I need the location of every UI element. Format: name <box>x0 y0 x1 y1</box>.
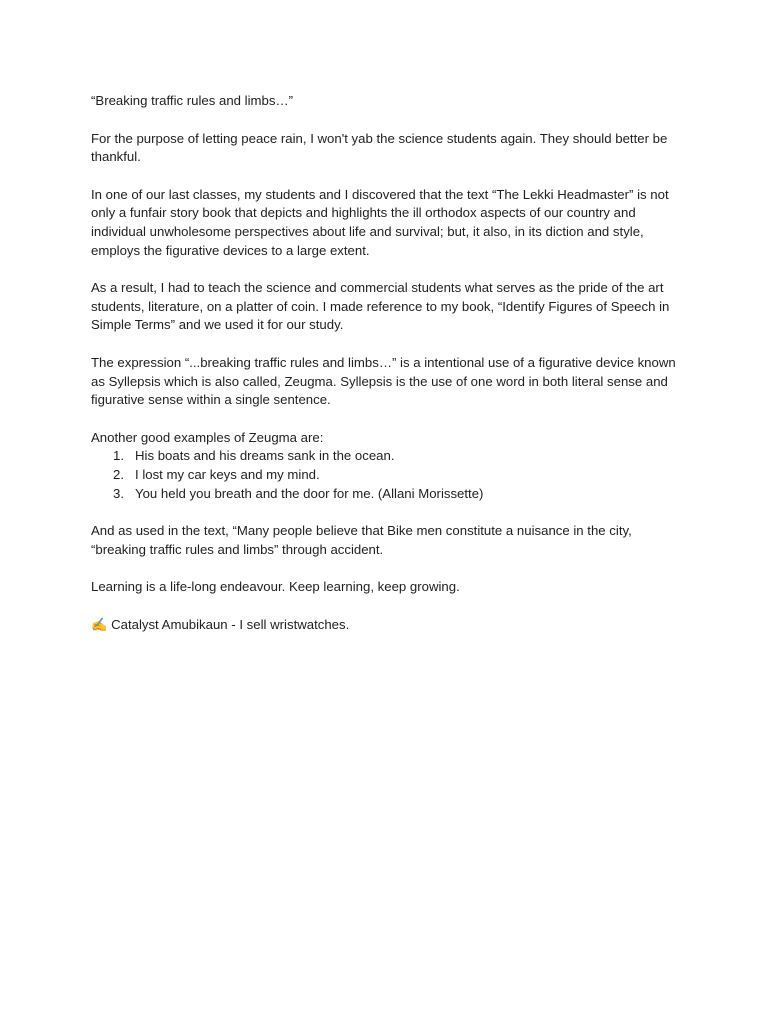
paragraph-2: In one of our last classes, my students and I discovered that the text “The Lekki Headmaster” is not only a funfair story book that depicts and highlights the ill orthodox aspects of our country and individual unwholesome perspectives about life and survival; but, it also, in its diction and style, employs the figurative devices to a large extent. <box>91 186 669 258</box>
list-item-number: 3. <box>113 485 124 501</box>
paragraph-1: For the purpose of letting peace rain, I won't yab the science students again. They should better be thankful. <box>91 130 668 165</box>
closing-line: Learning is a life-long endeavour. Keep learning, keep growing. <box>91 579 460 595</box>
list-item-text: I lost my car keys and my mind. <box>135 466 320 482</box>
list-item-number: 2. <box>113 466 124 482</box>
paragraph-4: The expression “...breaking traffic rules and limbs…” is a intentional use of a figurative device known as Syllepsis which is also called, Zeugma. Syllepsis is the use of one word in both literal sense and figurative sense within a single sentence. <box>91 354 676 408</box>
list-item <box>91 466 681 485</box>
list-item-text: His boats and his dreams sank in the ocean. <box>135 448 395 464</box>
list-item <box>91 485 681 504</box>
signature-line: ✍ Catalyst Amubikaun - I sell wristwatches. <box>91 616 350 632</box>
examples-list <box>91 447 681 503</box>
list-intro: Another good examples of Zeugma are: <box>91 429 324 445</box>
paragraph-3: As a result, I had to teach the science and commercial students what serves as the pride of the art students, literature, on a platter of coin. I made reference to my book, “Identify Figures of Speech in Simple Terms” and we used it for our study. <box>91 280 670 333</box>
list-item-text: You held you breath and the door for me. (Allani Morissette) <box>135 485 484 501</box>
list-item <box>91 447 681 466</box>
document-body <box>91 92 681 653</box>
title-line: “Breaking traffic rules and limbs…” <box>91 93 294 108</box>
list-item-number: 1. <box>113 448 124 464</box>
paragraph-after-list: And as used in the text, “Many people believe that Bike men constitute a nuisance in the city, “breaking traffic rules and limbs” through accident. <box>91 523 632 557</box>
